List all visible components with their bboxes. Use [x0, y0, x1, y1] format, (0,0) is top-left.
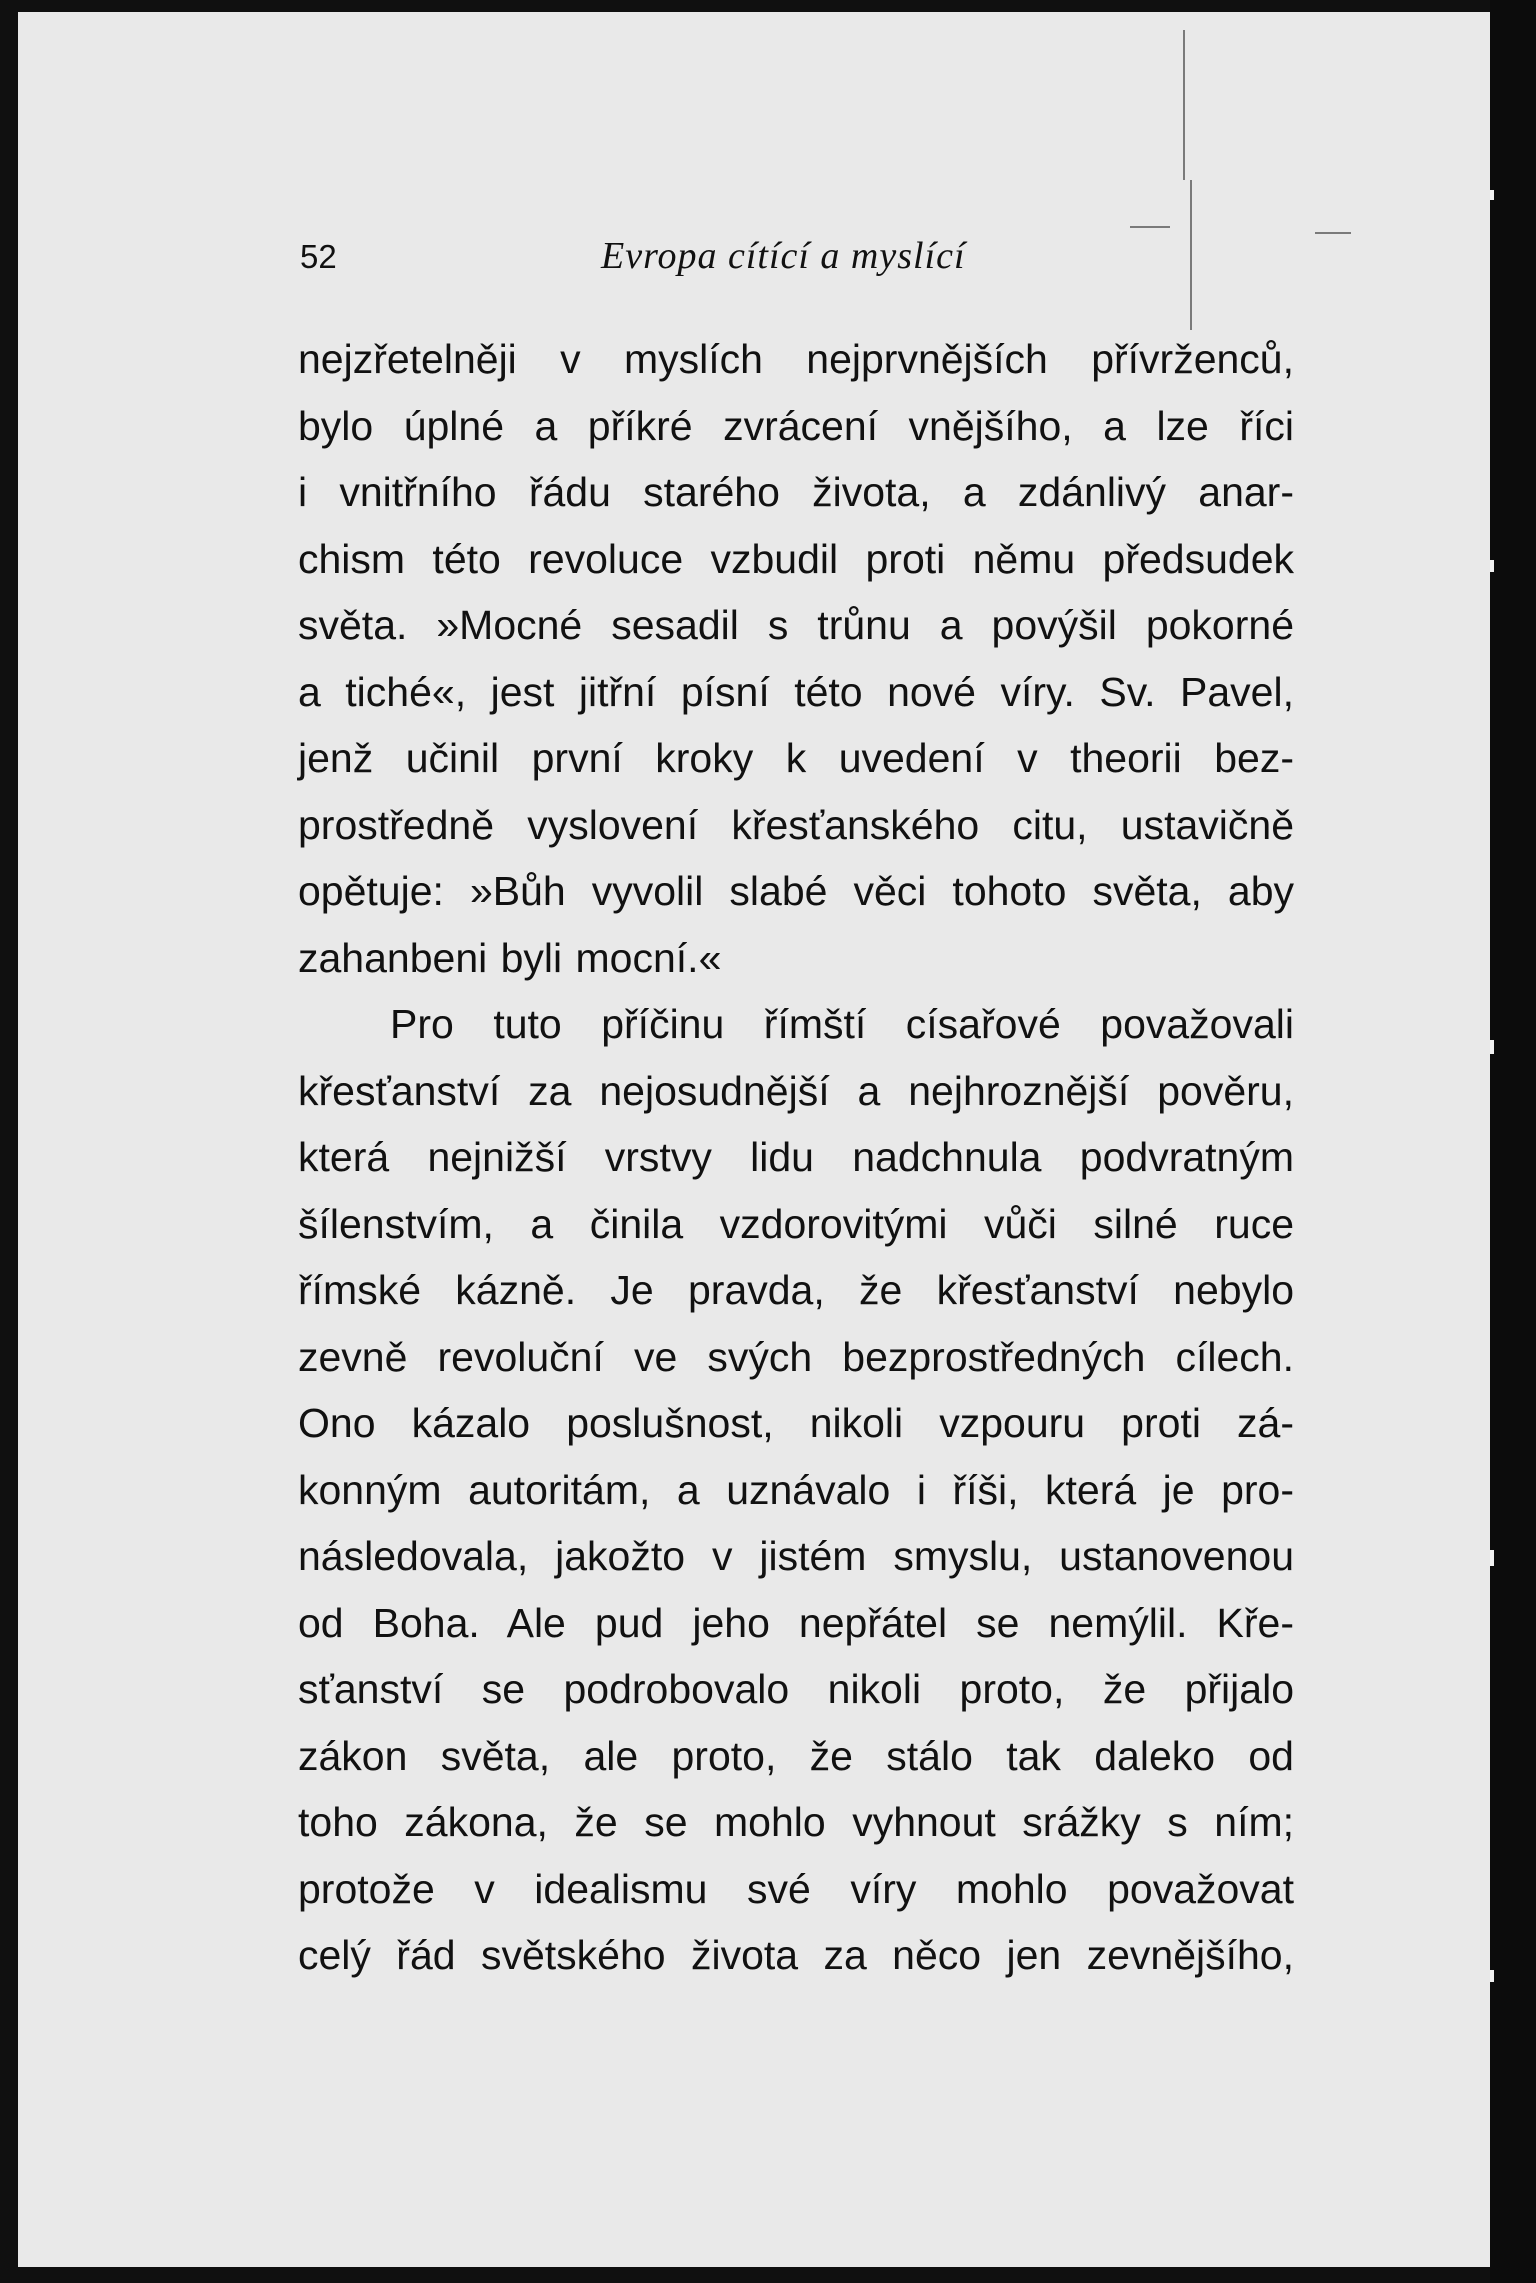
paragraph-1 — [298, 326, 1294, 991]
paragraph-2 — [298, 991, 1294, 1989]
text-line: zákon světa, ale proto, že stálo tak daleko od — [298, 1732, 1294, 1779]
text-line: římské kázně. Je pravda, že křesťanství nebylo — [298, 1267, 1294, 1313]
text-line: sťanství se podrobovalo nikoli proto, že přijalo — [298, 1666, 1294, 1712]
text-line: křesťanství za nejosudnější a nejhroznější pověru, — [298, 1067, 1294, 1114]
page-binding-edge — [1490, 0, 1536, 2283]
text-line: která nejnižší vrstvy lidu nadchnula podvratným — [298, 1134, 1294, 1180]
text-line: Ono kázalo poslušnost, nikoli vzpouru proti zá- — [298, 1400, 1294, 1446]
text-line: světa. »Mocné sesadil s trůnu a povýšil pokorné — [298, 602, 1294, 648]
text-line: celý řád světského života za něco jen zevnějšího, — [298, 1932, 1294, 1978]
text-line: od Boha. Ale pud jeho nepřátel se nemýlil. Kře- — [298, 1599, 1294, 1646]
page-header — [282, 235, 1282, 288]
text-line: zahanbeni byli mocní.« — [298, 934, 722, 981]
page-number: 52 — [300, 238, 337, 275]
text-line: prostředně vyslovení křesťanského citu, ustavičně — [298, 801, 1294, 848]
text-line: zevně revoluční ve svých bezprostředných cílech. — [298, 1333, 1294, 1380]
scan-mark — [1130, 226, 1170, 228]
text-line: protože v idealismu své víry mohlo považovat — [298, 1865, 1294, 1912]
text-line: jenž učinil první kroky k uvedení v theorii bez- — [298, 735, 1294, 781]
text-line: bylo úplné a příkré zvrácení vnějšího, a lze říci — [298, 402, 1294, 449]
text-line: toho zákona, že se mohlo vyhnout srážky s ním; — [298, 1799, 1294, 1845]
text-line: konným autoritám, a uznávalo i říši, která je pro- — [298, 1466, 1294, 1513]
text-line: i vnitřního řádu starého života, a zdánlivý anar- — [298, 469, 1294, 515]
text-line: nejzřetelněji v myslích nejprvnějších přívrženců, — [298, 336, 1294, 382]
running-title: Evropa cítící a myslící — [601, 235, 966, 277]
text-line: šílenstvím, a činila vzdorovitými vůči silné ruce — [298, 1200, 1294, 1247]
scan-mark — [1315, 232, 1351, 234]
text-line: opětuje: »Bůh vyvolil slabé věci tohoto světa, aby — [298, 868, 1294, 914]
text-line: Pro tuto příčinu římští císařové považovali — [390, 1001, 1294, 1047]
text-line: a tiché«, jest jitřní písní této nové víry. Sv. Pavel, — [298, 668, 1294, 715]
body-text — [298, 326, 1294, 1989]
scan-mark — [1183, 30, 1185, 180]
text-line: chism této revoluce vzbudil proti němu předsudek — [298, 535, 1294, 582]
text-line: následovala, jakožto v jistém smyslu, ustanovenou — [298, 1533, 1294, 1579]
